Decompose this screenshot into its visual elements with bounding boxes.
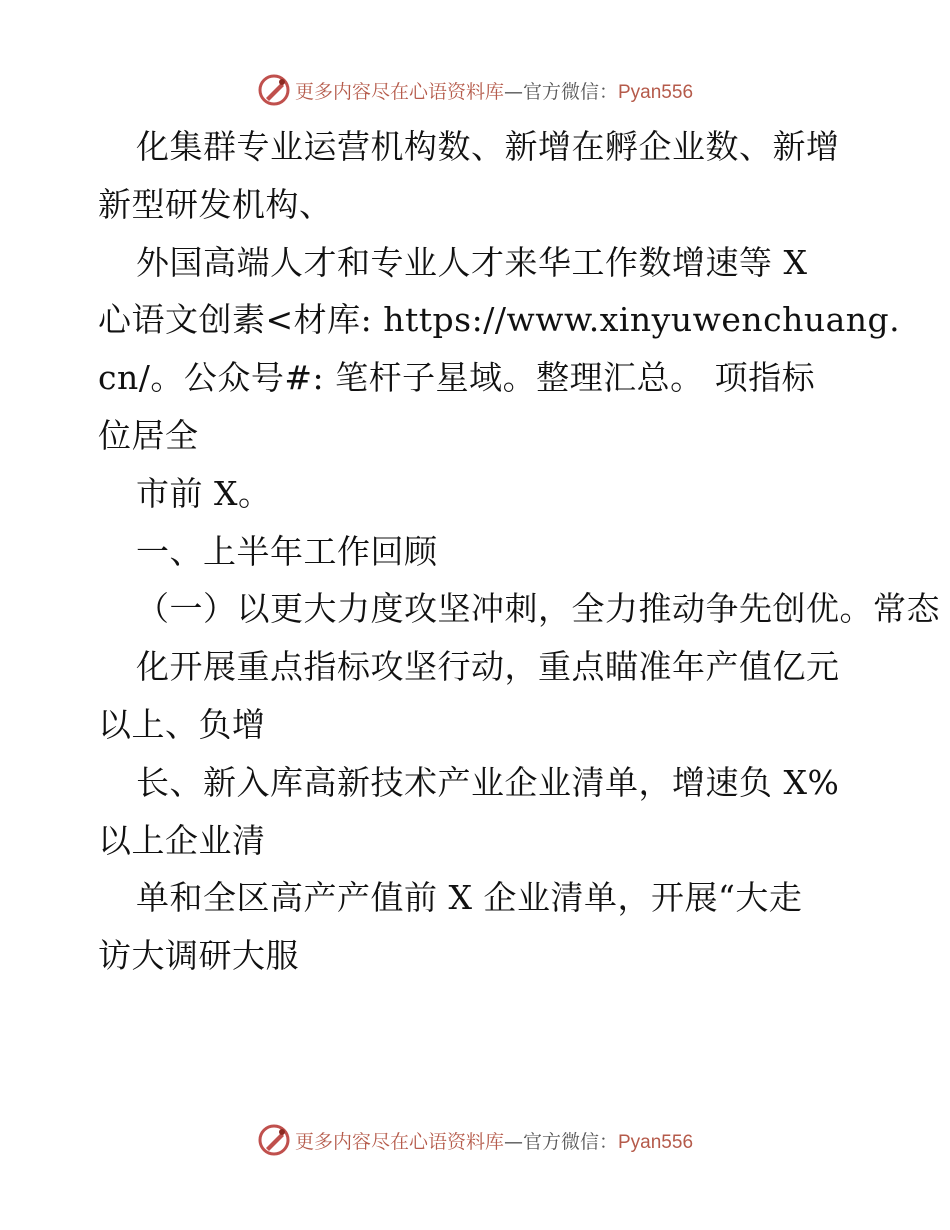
- document-body: [98, 118, 940, 985]
- body-line: 以上、负增: [98, 704, 266, 744]
- body-line: 位居全: [98, 415, 199, 455]
- body-line: 以上企业清: [98, 820, 266, 860]
- subsection-heading: （一）以更大力度攻坚冲刺，全力推动争先创优。常态: [136, 589, 940, 629]
- watermark-text: 更多内容尽在心语资料库—官方微信：Pyan556: [294, 80, 694, 103]
- body-line: 长、新入库高新技术产业企业清单，增速负 X%: [136, 762, 840, 802]
- body-line: cn/。公众号#: 笔杆子星域。整理汇总。 项指标: [98, 358, 816, 398]
- footer-watermark: [0, 1120, 950, 1160]
- header-watermark: [0, 70, 950, 110]
- watermark-text: 更多内容尽在心语资料库—官方微信：Pyan556: [294, 1130, 694, 1153]
- pen-logo-icon: [257, 73, 291, 107]
- body-line: 外国高端人才和专业人才来华工作数增速等 X: [136, 242, 808, 282]
- body-line: 化开展重点指标攻坚行动，重点瞄准年产值亿元: [136, 647, 840, 687]
- pen-logo-icon: [257, 1123, 291, 1157]
- body-line: 单和全区高产产值前 X 企业清单，开展“大走: [136, 878, 803, 918]
- body-line: 新型研发机构、: [98, 184, 333, 224]
- body-line: 化集群专业运营机构数、新增在孵企业数、新增: [136, 127, 840, 166]
- body-line: 心语文创素<材库: https://www.xinyuwenchuang.: [98, 300, 901, 340]
- section-heading: 一、上半年工作回顾: [136, 531, 438, 571]
- body-line: 访大调研大服: [98, 936, 299, 976]
- body-line: 市前 X。: [136, 473, 272, 513]
